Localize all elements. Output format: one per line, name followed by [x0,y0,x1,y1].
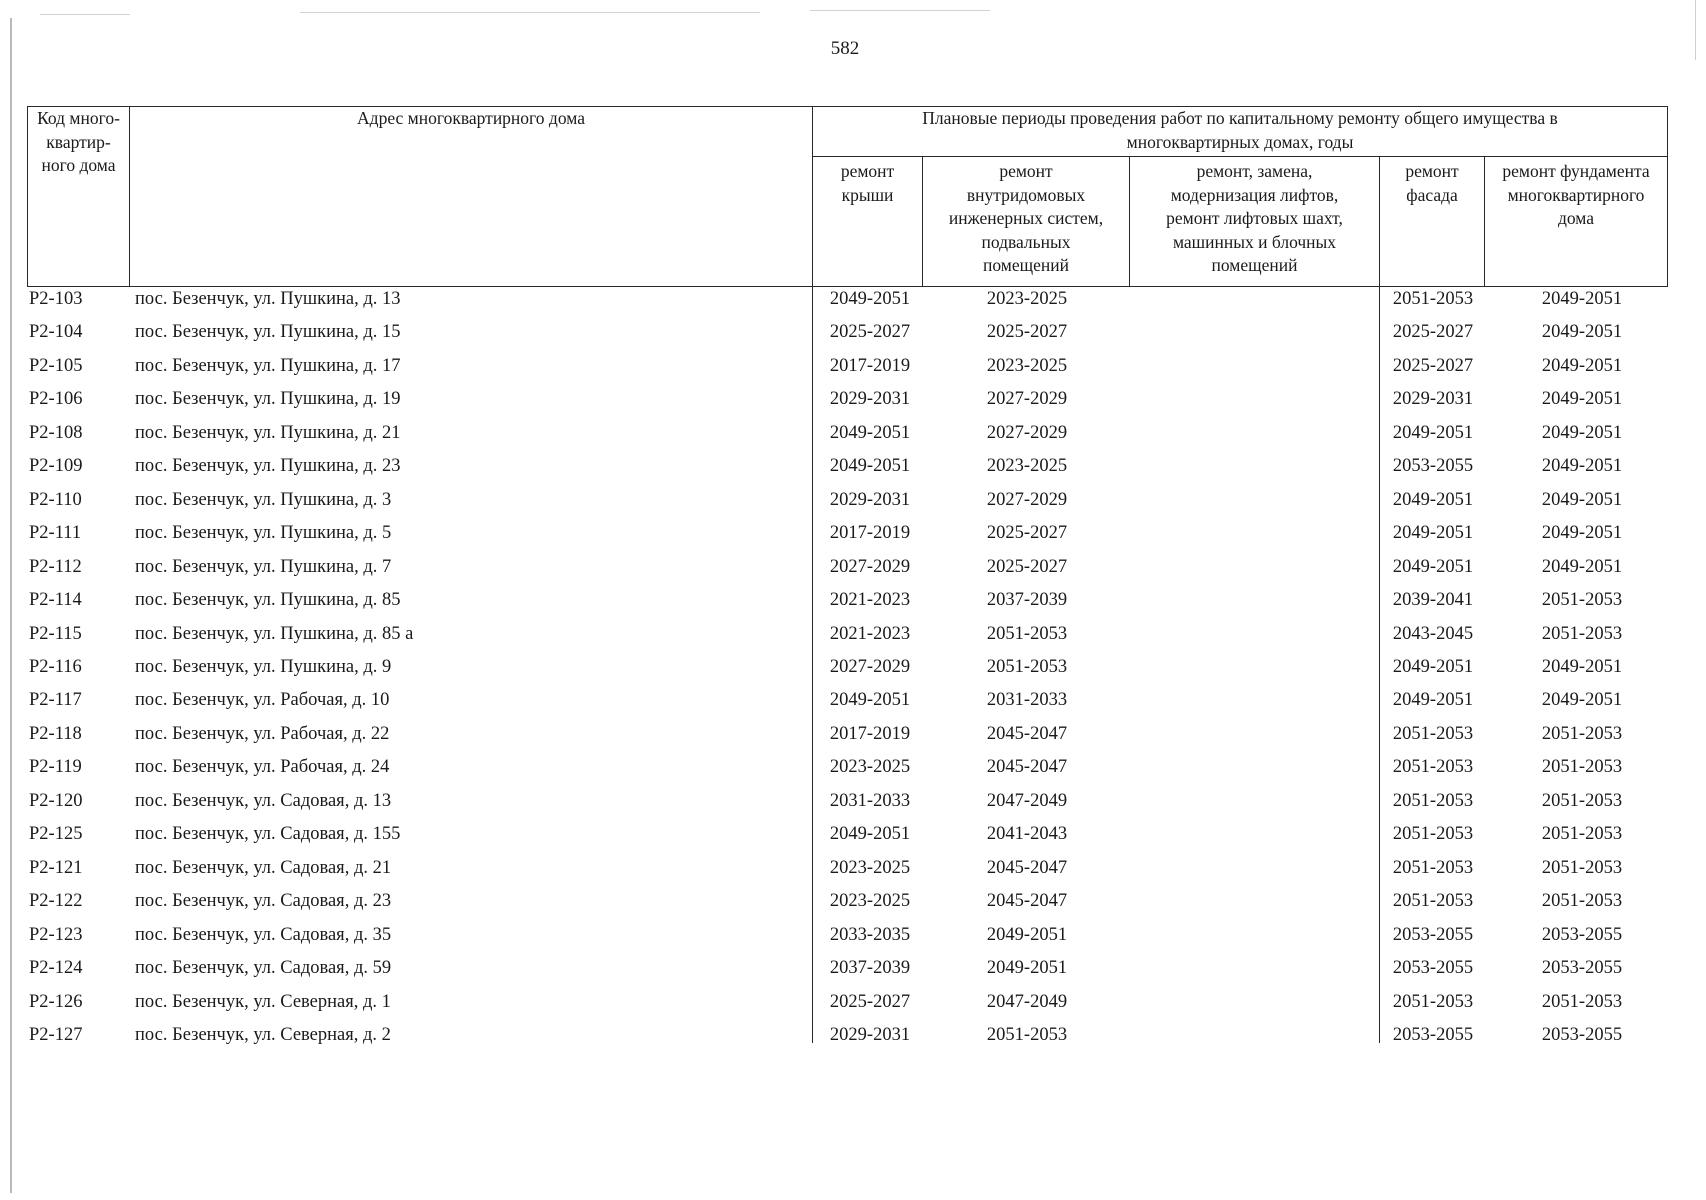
facade-period: 2049-2051 [1392,556,1474,577]
house-code: Р2-111 [29,523,82,544]
facade-period: 2049-2051 [1392,690,1474,711]
engineering-period: 2051-2053 [986,623,1068,644]
facade-period: 2051-2053 [1392,757,1474,778]
house-address: пос. Безенчук, ул. Садовая, д. 35 [135,924,392,945]
roof-period: 2017-2019 [829,355,911,376]
roof-period: 2025-2027 [829,991,911,1012]
foundation-period: 2049-2051 [1541,690,1623,711]
roof-period: 2027-2029 [829,657,911,677]
engineering-period: 2041-2043 [986,824,1068,845]
house-address: пос. Безенчук, ул. Пушкина, д. 13 [135,289,401,309]
table-row [0,287,1706,320]
foundation-period: 2053-2055 [1541,924,1623,945]
table-row [0,387,1706,420]
house-code: Р2-120 [29,790,83,811]
header-elevators-line: модернизация лифтов, [1170,184,1339,205]
engineering-period: 2047-2049 [986,790,1068,811]
header-engineering-line: внутридомовых [966,184,1086,205]
foundation-period: 2049-2051 [1541,456,1623,477]
foundation-period: 2051-2053 [1541,991,1623,1012]
table-row [0,856,1706,889]
engineering-period: 2045-2047 [986,857,1068,878]
roof-period: 2029-2031 [829,389,911,410]
facade-period: 2053-2055 [1392,456,1474,477]
facade-period: 2025-2027 [1392,355,1474,376]
table-row [0,622,1706,655]
facade-period: 2051-2053 [1392,824,1474,845]
foundation-period: 2051-2053 [1541,590,1623,610]
engineering-period: 2051-2053 [986,1024,1068,1045]
header-elevators-line: ремонт лифтовых шахт, [1166,208,1343,228]
roof-period: 2031-2033 [829,790,911,811]
house-code: Р2-118 [29,723,82,744]
engineering-period: 2047-2049 [986,991,1068,1012]
header-facade-line: ремонт [1405,161,1459,181]
facade-period: 2029-2031 [1392,389,1474,410]
roof-period: 2029-2031 [829,1024,911,1045]
table-right-border [1667,106,1668,287]
engineering-period: 2049-2051 [986,924,1068,945]
header-code-line: Код много- [37,108,120,128]
foundation-period: 2049-2051 [1541,322,1623,343]
table-row [0,655,1706,688]
header-elevators-line: ремонт, замена, [1196,161,1313,181]
roof-period: 2017-2019 [829,723,911,744]
engineering-period: 2037-2039 [986,590,1068,610]
scan-noise [40,14,130,15]
engineering-period: 2023-2025 [986,289,1068,309]
roof-period: 2023-2025 [829,757,911,778]
facade-period: 2053-2055 [1392,958,1474,978]
house-code: Р2-127 [29,1024,83,1045]
foundation-period: 2049-2051 [1541,657,1623,677]
house-address: пос. Безенчук, ул. Садовая, д. 23 [135,891,392,912]
roof-period: 2025-2027 [829,322,911,343]
roof-period: 2049-2051 [829,289,911,309]
house-address: пос. Безенчук, ул. Пушкина, д. 5 [135,523,392,544]
scan-right-edge [1695,0,1696,60]
engineering-period: 2023-2025 [986,456,1068,477]
foundation-period: 2049-2051 [1541,489,1623,510]
table-row [0,755,1706,788]
house-address: пос. Безенчук, ул. Пушкина, д. 17 [135,355,401,376]
header-elevators-line: помещений [1211,255,1298,275]
engineering-period: 2027-2029 [986,489,1068,510]
house-address: пос. Безенчук, ул. Пушкина, д. 3 [135,489,392,510]
roof-period: 2027-2029 [829,556,911,577]
table-row [0,521,1706,554]
facade-period: 2049-2051 [1392,422,1474,443]
house-address: пос. Безенчук, ул. Пушкина, д. 85 а [135,623,414,644]
header-address [130,107,812,131]
header-elevators [1130,160,1379,278]
engineering-period: 2023-2025 [986,355,1068,376]
house-code: Р2-116 [29,657,82,677]
header-foundation-line: дома [1557,208,1595,228]
table-row [0,354,1706,387]
facade-period: 2049-2051 [1392,489,1474,510]
header-engineering-line: подвальных [981,231,1071,252]
engineering-period: 2025-2027 [986,322,1068,343]
house-address: пос. Безенчук, ул. Северная, д. 1 [135,991,391,1012]
foundation-period: 2053-2055 [1541,1024,1623,1045]
foundation-period: 2049-2051 [1541,422,1623,443]
house-code: Р2-112 [29,556,82,577]
house-address: пос. Безенчук, ул. Садовая, д. 13 [135,790,392,811]
facade-period: 2051-2053 [1392,723,1474,744]
house-address: пос. Безенчук, ул. Рабочая, д. 22 [135,723,390,744]
house-address: пос. Безенчук, ул. Пушкина, д. 7 [135,556,392,577]
table-row [0,588,1706,621]
engineering-period: 2045-2047 [986,891,1068,912]
foundation-period: 2051-2053 [1541,623,1623,644]
header-periods-line: Плановые периоды проведения работ по капитальному ремонту общего имущества в [922,108,1558,128]
facade-period: 2039-2041 [1392,590,1474,610]
foundation-period: 2053-2055 [1541,958,1623,978]
engineering-period: 2045-2047 [986,723,1068,744]
header-code-line: ного дома [41,155,116,175]
house-address: пос. Безенчук, ул. Садовая, д. 21 [135,857,392,878]
house-code: Р2-108 [29,422,83,443]
house-code: Р2-117 [29,690,82,711]
house-code: Р2-119 [29,757,82,778]
table-row [0,454,1706,487]
foundation-period: 2051-2053 [1541,891,1623,912]
house-code: Р2-122 [29,891,83,912]
house-address: пос. Безенчук, ул. Садовая, д. 155 [135,824,401,845]
header-roof-line: ремонт [840,161,895,181]
table-row [0,923,1706,956]
foundation-period: 2049-2051 [1541,389,1623,410]
table-row [0,1023,1706,1056]
house-code: Р2-126 [29,991,83,1012]
engineering-period: 2045-2047 [986,757,1068,778]
facade-period: 2051-2053 [1392,991,1474,1012]
header-periods-group [813,107,1667,154]
engineering-period: 2025-2027 [986,523,1068,544]
house-address: пос. Безенчук, ул. Пушкина, д. 23 [135,456,401,477]
table-row [0,421,1706,454]
roof-period: 2049-2051 [829,422,911,443]
header-facade-line: фасада [1406,184,1458,205]
header-periods-line: многоквартирных домах, годы [1126,131,1354,152]
header-engineering-line: ремонт [999,161,1053,181]
engineering-period: 2031-2033 [986,690,1068,711]
house-address: пос. Безенчук, ул. Садовая, д. 59 [135,958,392,978]
house-address: пос. Безенчук, ул. Пушкина, д. 9 [135,657,392,677]
house-address: пос. Безенчук, ул. Пушкина, д. 85 [135,590,401,610]
roof-period: 2021-2023 [829,590,911,610]
header-foundation [1485,160,1667,231]
foundation-period: 2051-2053 [1541,723,1623,744]
facade-period: 2053-2055 [1392,1024,1474,1045]
engineering-period: 2027-2029 [986,389,1068,410]
header-roof [813,160,922,207]
code-column-divider [129,106,130,287]
facade-period: 2053-2055 [1392,924,1474,945]
periods-group-rule [812,156,1668,157]
table-row [0,555,1706,588]
facade-period: 2043-2045 [1392,623,1474,644]
scan-noise [300,12,760,13]
scan-noise [810,10,990,11]
foundation-period: 2049-2051 [1541,289,1623,309]
house-code: Р2-106 [29,389,83,410]
house-code: Р2-110 [29,489,82,510]
header-engineering-line: помещений [983,255,1069,275]
header-foundation-line: ремонт фундамента [1502,161,1650,181]
house-code: Р2-124 [29,958,83,978]
foundation-period: 2049-2051 [1541,556,1623,577]
roof-period: 2049-2051 [829,690,911,711]
house-address: пос. Безенчук, ул. Рабочая, д. 10 [135,690,390,711]
house-address: пос. Безенчук, ул. Пушкина, д. 15 [135,322,401,343]
roof-period: 2017-2019 [829,523,911,544]
house-address: пос. Безенчук, ул. Рабочая, д. 24 [135,757,390,778]
facade-period: 2051-2053 [1392,857,1474,878]
facade-period: 2051-2053 [1392,891,1474,912]
table-row [0,822,1706,855]
header-engineering-line: инженерных систем, [948,208,1104,228]
roof-period: 2037-2039 [829,958,911,978]
header-code-line: квартир- [46,131,111,152]
table-row [0,320,1706,353]
foundation-period: 2051-2053 [1541,824,1623,845]
engineering-period: 2025-2027 [986,556,1068,577]
foundation-period: 2051-2053 [1541,790,1623,811]
roof-period: 2049-2051 [829,456,911,477]
header-address-line: Адрес многоквартирного дома [357,108,585,128]
foundation-period: 2051-2053 [1541,757,1623,778]
house-code: Р2-105 [29,355,83,376]
house-code: Р2-103 [29,289,83,309]
header-facade [1380,160,1484,207]
house-address: пос. Безенчук, ул. Пушкина, д. 19 [135,389,401,410]
table-row [0,488,1706,521]
table-row [0,956,1706,989]
house-code: Р2-114 [29,590,82,610]
roof-period: 2033-2035 [829,924,911,945]
page-number: 582 [830,38,860,59]
house-code: Р2-125 [29,824,83,845]
roof-period: 2021-2023 [829,623,911,644]
facade-period: 2051-2053 [1392,790,1474,811]
house-code: Р2-104 [29,322,83,343]
header-foundation-line: многоквартирного [1507,184,1645,205]
facade-period: 2049-2051 [1392,657,1474,677]
roof-period: 2049-2051 [829,824,911,845]
foundation-period: 2049-2051 [1541,523,1623,544]
foundation-period: 2049-2051 [1541,355,1623,376]
house-code: Р2-115 [29,623,82,644]
header-elevators-line: машинных и блочных [1172,231,1337,252]
table-row [0,889,1706,922]
facade-period: 2051-2053 [1392,289,1474,309]
house-address: пос. Безенчук, ул. Северная, д. 2 [135,1024,391,1045]
header-roof-line: крыши [841,184,894,205]
house-code: Р2-109 [29,456,83,477]
facade-period: 2025-2027 [1392,322,1474,343]
table-row [0,722,1706,755]
house-code: Р2-123 [29,924,83,945]
header-code [28,107,129,178]
roof-period: 2029-2031 [829,489,911,510]
engineering-period: 2049-2051 [986,958,1068,978]
roof-period: 2023-2025 [829,857,911,878]
house-address: пос. Безенчук, ул. Пушкина, д. 21 [135,422,401,443]
engineering-period: 2051-2053 [986,657,1068,677]
facade-period: 2049-2051 [1392,523,1474,544]
table-row [0,990,1706,1023]
table-row [0,688,1706,721]
engineering-period: 2027-2029 [986,422,1068,443]
roof-period: 2023-2025 [829,891,911,912]
foundation-period: 2051-2053 [1541,857,1623,878]
house-code: Р2-121 [29,857,83,878]
header-engineering [923,160,1129,278]
table-row [0,789,1706,822]
